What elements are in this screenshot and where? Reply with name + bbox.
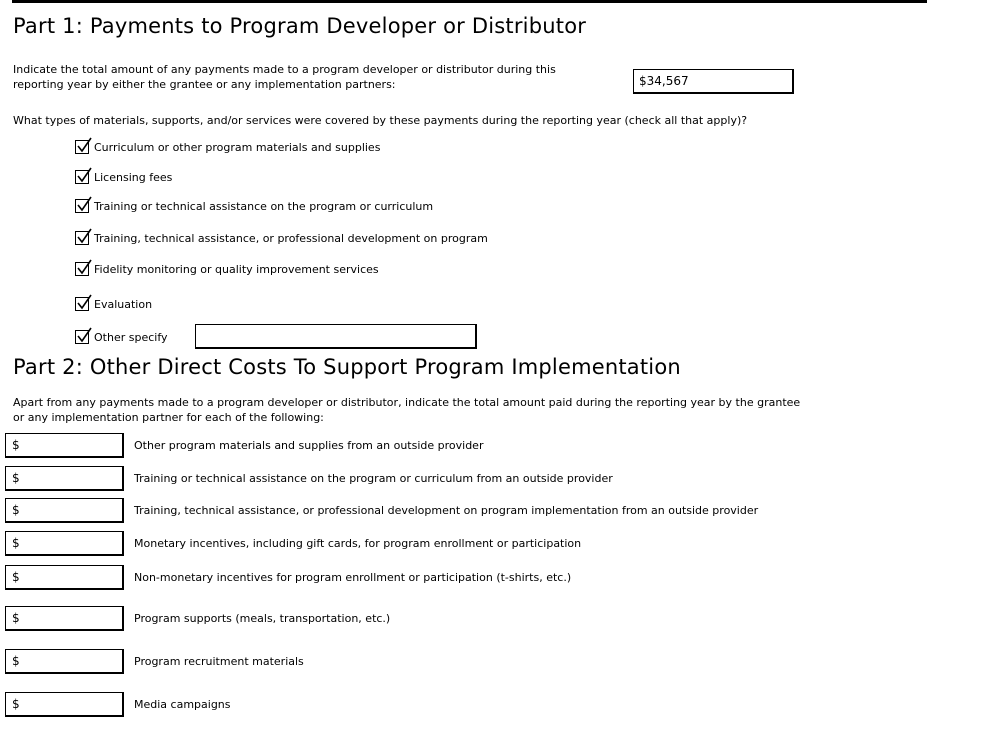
part2-intro-line2: or any implementation partner for each of the following:: [13, 411, 324, 424]
dollar-prefix: $: [12, 610, 20, 625]
checkbox-other-row[interactable]: [75, 329, 168, 345]
checkbox-fidelity-row[interactable]: [75, 261, 379, 277]
checkmark-icon: [76, 228, 92, 244]
checkbox-evaluation-row[interactable]: [75, 296, 152, 312]
checkmark-icon: [76, 167, 92, 183]
checkbox-curriculum-label: Curriculum or other program materials and supplies: [94, 140, 381, 154]
cost-row-program-supports: [5, 605, 391, 631]
checkmark-icon: [76, 137, 92, 153]
checkbox-curriculum-row[interactable]: [75, 139, 380, 155]
cost-input-non-monetary-incentives[interactable]: [5, 565, 124, 590]
checkbox-other-label: Other specify: [94, 330, 168, 344]
cost-label-program-supports: Program supports (meals, transportation, etc.): [134, 611, 391, 625]
checkbox-professional-development-label: Training, technical assistance, or professional development on program: [94, 231, 488, 245]
cost-label-non-monetary-incentives: Non-monetary incentives for program enrollment or participation (t-shirts, etc.): [134, 570, 572, 584]
cost-row-non-monetary-incentives: [5, 564, 572, 590]
cost-row-recruitment-materials: [5, 648, 304, 674]
checkbox-other[interactable]: [75, 330, 89, 344]
cost-input-professional-development[interactable]: [5, 498, 124, 523]
dollar-prefix: $: [12, 535, 20, 550]
checkbox-evaluation-label: Evaluation: [94, 297, 153, 311]
dollar-prefix: $: [12, 437, 20, 452]
cost-label-professional-development: Training, technical assistance, or professional development on program implementation from an outside provider: [134, 503, 759, 517]
checkbox-professional-development-row[interactable]: [75, 230, 488, 246]
dollar-prefix: $: [12, 569, 20, 584]
cost-label-materials: Other program materials and supplies from an outside provider: [134, 438, 484, 452]
dollar-prefix: $: [12, 696, 20, 711]
payment-amount-input[interactable]: [633, 69, 794, 94]
checkbox-curriculum[interactable]: [75, 140, 89, 154]
cost-input-media-campaigns[interactable]: [5, 692, 124, 717]
other-specify-input[interactable]: [195, 324, 477, 349]
dollar-prefix: $: [12, 502, 20, 517]
checkmark-icon: [76, 294, 92, 310]
cost-input-materials[interactable]: [5, 433, 124, 458]
checkbox-fidelity[interactable]: [75, 262, 89, 276]
cost-row-professional-development: [5, 497, 759, 523]
cost-row-media-campaigns: [5, 691, 231, 717]
checkmark-icon: [76, 327, 92, 343]
cost-row-materials: [5, 432, 484, 458]
cost-row-monetary-incentives: [5, 530, 582, 556]
checkmark-icon: [76, 259, 92, 275]
part2-intro-line1: Apart from any payments made to a program developer or distributor, indicate the total amount paid during the reporting year by the grantee: [13, 396, 801, 409]
part1-title: Part 1: Payments to Program Developer or Distributor: [13, 14, 587, 38]
cost-input-program-supports[interactable]: [5, 606, 124, 631]
cost-input-recruitment-materials[interactable]: [5, 649, 124, 674]
part2-title: Part 2: Other Direct Costs To Support Program Implementation: [13, 355, 681, 379]
checkbox-fidelity-label: Fidelity monitoring or quality improvement services: [94, 262, 379, 276]
dollar-prefix: $: [12, 470, 20, 485]
checkbox-training-label: Training or technical assistance on the program or curriculum: [94, 199, 434, 213]
checkmark-icon: [76, 196, 92, 212]
cost-row-training: [5, 465, 613, 491]
checkbox-evaluation[interactable]: [75, 297, 89, 311]
dollar-prefix: $: [12, 653, 20, 668]
cost-label-recruitment-materials: Program recruitment materials: [134, 654, 304, 668]
checkbox-training-row[interactable]: [75, 198, 433, 214]
cost-input-monetary-incentives[interactable]: [5, 531, 124, 556]
payment-question-line2: reporting year by either the grantee or any implementation partners:: [13, 78, 396, 91]
materials-question: What types of materials, supports, and/or services were covered by these payments during the reporting year (check all that apply)?: [13, 114, 748, 127]
payment-question-line1: Indicate the total amount of any payments made to a program developer or distributor during this: [13, 63, 556, 76]
checkbox-training[interactable]: [75, 199, 89, 213]
checkbox-professional-development[interactable]: [75, 231, 89, 245]
cost-input-training[interactable]: [5, 466, 124, 491]
checkbox-licensing-label: Licensing fees: [94, 170, 173, 184]
cost-label-training: Training or technical assistance on the program or curriculum from an outside provider: [134, 471, 613, 485]
checkbox-licensing-row[interactable]: [75, 169, 172, 185]
top-divider: [12, 0, 927, 3]
cost-label-media-campaigns: Media campaigns: [134, 697, 231, 711]
checkbox-licensing[interactable]: [75, 170, 89, 184]
cost-label-monetary-incentives: Monetary incentives, including gift cards, for program enrollment or participation: [134, 536, 582, 550]
